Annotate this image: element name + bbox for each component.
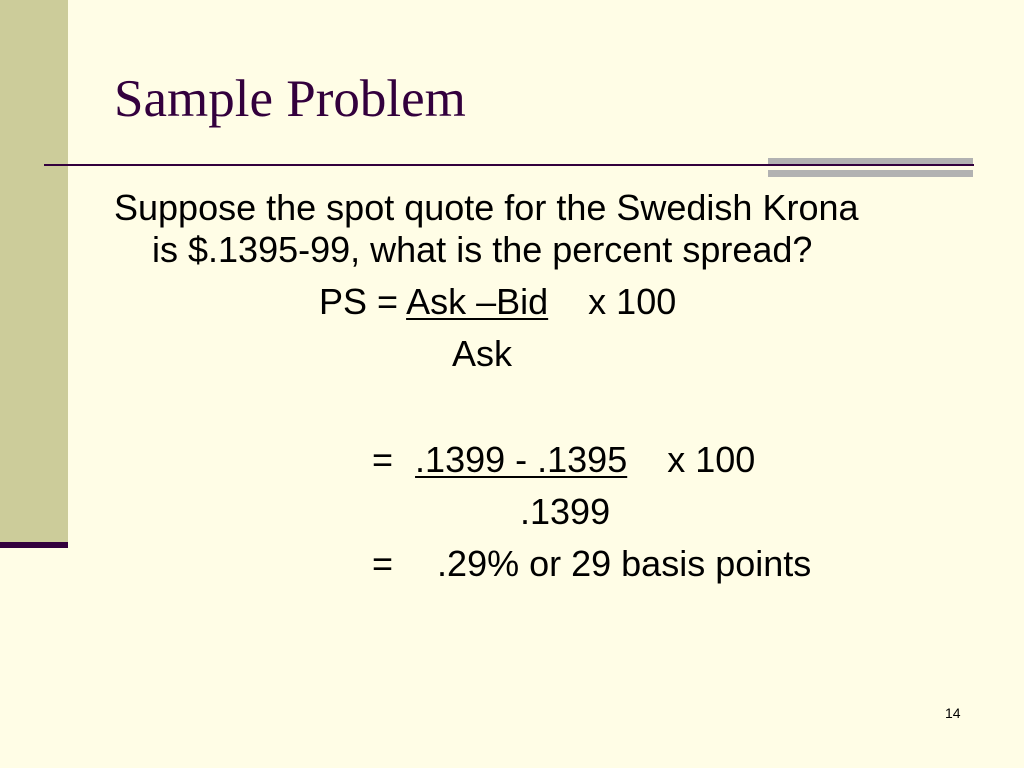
accent-bar-bottom [768,170,973,177]
equals-sign-2: = [372,543,394,584]
formula-row [319,281,676,323]
result-row [372,543,811,585]
problem-line-1: Suppose the spot quote for the Swedish Krona [114,187,859,228]
calculation-numerator: .1399 - .1395 [415,439,628,480]
accent-bar-top [768,158,973,164]
result-value: .29% or 29 basis points [437,543,812,584]
divider-accent-bars [768,158,973,178]
equals-sign-1: = [372,439,394,480]
calculation-multiplier: x 100 [667,439,756,480]
slide-title: Sample Problem [114,70,466,128]
page-number: 14 [945,705,961,721]
left-sidebar-band [0,0,68,544]
formula-numerator: Ask –Bid [406,281,549,322]
problem-line-2: is $.1395-99, what is the percent spread? [152,229,813,270]
calculation-row [372,439,755,481]
calculation-denominator: .1399 [520,491,611,532]
ps-label: PS = [319,281,399,322]
formula-denominator: Ask [452,333,513,374]
formula-multiplier: x 100 [588,281,677,322]
sidebar-accent-line [0,542,68,548]
